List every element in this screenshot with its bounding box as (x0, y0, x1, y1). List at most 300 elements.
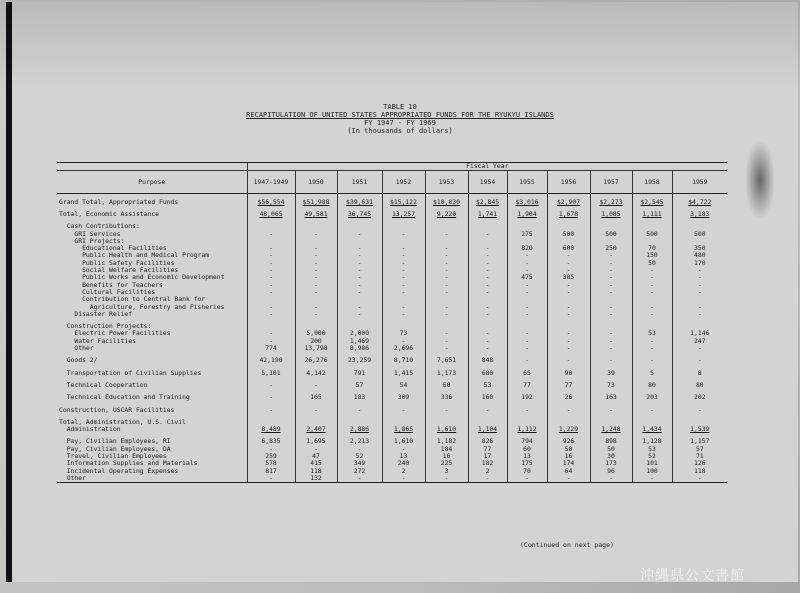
value-cell (507, 223, 547, 230)
value-cell: - (425, 267, 468, 274)
purpose-spacer (57, 163, 247, 171)
value-cell: 1,229 (547, 426, 590, 433)
value-cell: - (425, 338, 468, 345)
value-cell: - (507, 282, 547, 289)
value-cell: - (507, 311, 547, 318)
value-cell (547, 238, 590, 245)
value-cell: - (247, 407, 295, 414)
value-cell: - (247, 446, 295, 453)
value-cell: - (632, 475, 672, 483)
value-cell: 1,104 (468, 426, 507, 433)
value-cell: - (247, 304, 295, 311)
value-cell: 13,798 (295, 345, 337, 352)
value-cell (382, 323, 425, 330)
value-cell: - (468, 330, 507, 337)
table-row (57, 407, 727, 414)
row-label: GRI Services (59, 230, 121, 238)
row-label: Social Welfare Facilities (59, 267, 179, 275)
value-cell: - (247, 260, 295, 267)
value-cell: - (590, 274, 632, 281)
year-header: 1951 (337, 171, 382, 194)
table-row (57, 304, 727, 311)
row-label: Public Health and Medical Program (59, 252, 210, 260)
table-row (57, 238, 727, 245)
value-cell: 30 (590, 453, 632, 460)
year-header: 1953 (425, 171, 468, 194)
data-table (57, 162, 727, 483)
value-cell: 47 (295, 453, 337, 460)
value-cell: 26,276 (295, 357, 337, 364)
row-label: Administration (59, 426, 121, 434)
value-cell: 1,248 (590, 426, 632, 433)
value-cell (632, 419, 672, 426)
value-cell: 60 (507, 446, 547, 453)
value-cell: 3 (425, 468, 468, 475)
row-label: Benefits for Teachers (59, 281, 163, 289)
value-cell: 13,257 (382, 206, 425, 218)
value-cell: 203 (632, 394, 672, 401)
value-cell: - (547, 289, 590, 296)
row-label: Construction Projects: (59, 323, 152, 331)
value-cell: 202 (672, 394, 727, 401)
value-cell: - (507, 252, 547, 259)
value-cell (337, 323, 382, 330)
value-cell: 475 (507, 274, 547, 281)
fiscal-year-header: Fiscal Year (247, 163, 727, 171)
value-cell: - (672, 475, 727, 483)
value-cell: - (672, 357, 727, 364)
value-cell: - (547, 267, 590, 274)
value-cell: 794 (507, 438, 547, 445)
table-row (57, 382, 727, 389)
value-cell: - (425, 407, 468, 414)
value-cell: - (425, 252, 468, 259)
purpose-header: Purpose (57, 171, 247, 194)
row-label: Incidental Operating Expenses (59, 467, 179, 475)
table-row (57, 323, 727, 330)
value-cell: - (672, 407, 727, 414)
value-cell: 71 (672, 453, 727, 460)
value-cell: - (547, 304, 590, 311)
value-cell: - (672, 311, 727, 318)
value-cell: - (547, 330, 590, 337)
value-cell: 6,835 (247, 438, 295, 445)
value-cell: 350 (672, 245, 727, 252)
value-cell: 1,610 (382, 438, 425, 445)
row-label: Construction, USCAR Facilities (59, 406, 175, 414)
value-cell: 480 (672, 252, 727, 259)
value-cell (632, 323, 672, 330)
value-cell: 1,111 (632, 206, 672, 218)
value-cell: - (247, 311, 295, 318)
value-cell: - (382, 338, 425, 345)
value-cell: 1,146 (672, 330, 727, 337)
value-cell: 80 (632, 382, 672, 389)
value-cell: 173 (590, 460, 632, 467)
value-cell: 500 (672, 231, 727, 238)
value-cell: 5,101 (247, 370, 295, 377)
value-cell: 53 (632, 330, 672, 337)
value-cell (337, 419, 382, 426)
value-cell: - (632, 282, 672, 289)
year-header: 1947-1949 (247, 171, 295, 194)
value-cell: - (547, 475, 590, 483)
value-cell (547, 419, 590, 426)
value-cell: - (382, 475, 425, 483)
value-cell: - (382, 267, 425, 274)
value-cell (425, 419, 468, 426)
value-cell: 184 (425, 446, 468, 453)
value-cell: 96 (590, 468, 632, 475)
table-row (57, 370, 727, 377)
ink-blot (745, 140, 775, 220)
value-cell: 5 (632, 370, 672, 377)
value-cell: 53 (468, 382, 507, 389)
value-cell: - (382, 407, 425, 414)
value-cell: 8 (672, 370, 727, 377)
value-cell: - (468, 260, 507, 267)
value-cell: $3,016 (507, 194, 547, 207)
value-cell (425, 323, 468, 330)
value-cell: 500 (590, 231, 632, 238)
value-cell: - (468, 338, 507, 345)
value-cell: - (590, 330, 632, 337)
value-cell: $2,907 (547, 194, 590, 207)
value-cell: - (632, 267, 672, 274)
value-cell: 275 (507, 231, 547, 238)
value-cell: 1,415 (382, 370, 425, 377)
value-cell: - (247, 245, 295, 252)
table-row (57, 394, 727, 401)
value-cell: - (337, 245, 382, 252)
value-cell: - (590, 357, 632, 364)
value-cell: 600 (547, 245, 590, 252)
value-cell (382, 419, 425, 426)
value-cell: - (382, 274, 425, 281)
value-cell (295, 296, 337, 303)
value-cell: 163 (590, 394, 632, 401)
table-row (57, 194, 727, 207)
value-cell: 77 (507, 382, 547, 389)
value-cell: $56,554 (247, 194, 295, 207)
value-cell: 817 (247, 468, 295, 475)
value-cell: 415 (295, 460, 337, 467)
value-cell: - (507, 260, 547, 267)
value-cell: 16 (547, 453, 590, 460)
value-cell: 36,745 (337, 206, 382, 218)
value-cell: - (632, 345, 672, 352)
value-cell (425, 223, 468, 230)
value-cell: 192 (507, 394, 547, 401)
value-cell: - (468, 475, 507, 483)
table-row (57, 274, 727, 281)
table-row (57, 296, 727, 303)
fiscal-range: FY 1947 - FY 1969 (364, 119, 436, 127)
archive-stamp: 沖縄県公文書館 (640, 568, 745, 584)
value-cell: - (382, 252, 425, 259)
value-cell (672, 223, 727, 230)
table-row (57, 311, 727, 318)
value-cell: 8,710 (382, 357, 425, 364)
value-cell (632, 223, 672, 230)
value-cell: 65 (507, 370, 547, 377)
row-label: Pay, Civilian Employees, DA (59, 445, 171, 453)
value-cell: 13 (507, 453, 547, 460)
year-header: 1956 (547, 171, 590, 194)
value-cell: 183 (337, 394, 382, 401)
value-cell: 791 (337, 370, 382, 377)
table-title: RECAPITULATION OF UNITED STATES APPROPRIATED FUNDS FOR THE RYUKYU ISLANDS (246, 111, 554, 119)
value-cell: - (632, 274, 672, 281)
value-cell: - (632, 304, 672, 311)
value-cell: 336 (425, 394, 468, 401)
value-cell (247, 223, 295, 230)
row-label: Technical Cooperation (59, 381, 148, 389)
value-cell: - (507, 304, 547, 311)
table-number: TABLE 10 (383, 103, 417, 111)
value-cell: 1,610 (425, 426, 468, 433)
value-cell: - (247, 338, 295, 345)
table-row (57, 446, 727, 453)
value-cell: 49,581 (295, 206, 337, 218)
value-cell: 50 (547, 446, 590, 453)
value-cell: 16 (425, 453, 468, 460)
value-cell: - (507, 338, 547, 345)
value-cell (507, 238, 547, 245)
value-cell: - (295, 446, 337, 453)
row-label: Educational Facilities (59, 245, 167, 253)
value-cell: 1,128 (632, 438, 672, 445)
value-cell (590, 296, 632, 303)
value-cell: 150 (632, 252, 672, 259)
value-cell: 200 (295, 338, 337, 345)
row-label: Total, Administration, U.S. Civil (59, 418, 186, 426)
value-cell: 57 (337, 382, 382, 389)
value-cell: - (632, 289, 672, 296)
value-cell: - (468, 304, 507, 311)
value-cell (247, 238, 295, 245)
value-cell: - (590, 338, 632, 345)
value-cell: - (468, 231, 507, 238)
value-cell: - (295, 252, 337, 259)
value-cell: 1,157 (672, 438, 727, 445)
units-note: (In thousands of dollars) (347, 127, 453, 135)
value-cell: - (507, 475, 547, 483)
value-cell: 240 (382, 460, 425, 467)
table-row (57, 260, 727, 267)
table-row (57, 206, 727, 218)
value-cell: 225 (425, 460, 468, 467)
value-cell: 1,434 (632, 426, 672, 433)
value-cell: - (337, 304, 382, 311)
shadow (0, 0, 800, 90)
value-cell: - (590, 267, 632, 274)
table-row (57, 231, 727, 238)
value-cell: 926 (547, 438, 590, 445)
value-cell: - (295, 274, 337, 281)
value-cell: - (468, 407, 507, 414)
value-cell: - (547, 407, 590, 414)
value-cell: - (590, 345, 632, 352)
value-cell: - (247, 267, 295, 274)
value-cell: - (468, 274, 507, 281)
value-cell: - (672, 289, 727, 296)
value-cell: - (425, 330, 468, 337)
value-cell: - (337, 475, 382, 483)
value-cell (590, 419, 632, 426)
value-cell: - (547, 252, 590, 259)
value-cell: - (247, 330, 295, 337)
value-cell: - (547, 345, 590, 352)
value-cell: 50 (632, 260, 672, 267)
value-cell: - (382, 311, 425, 318)
value-cell: 1,865 (382, 426, 425, 433)
value-cell (547, 296, 590, 303)
value-cell: 8,489 (247, 426, 295, 433)
value-cell: - (507, 357, 547, 364)
value-cell: - (468, 345, 507, 352)
value-cell: - (337, 267, 382, 274)
value-cell: - (337, 282, 382, 289)
value-cell: - (247, 382, 295, 389)
value-cell: - (468, 289, 507, 296)
table-row (57, 453, 727, 460)
value-cell: 80 (672, 382, 727, 389)
value-cell: 1,678 (547, 206, 590, 218)
value-cell (672, 238, 727, 245)
value-cell: - (672, 267, 727, 274)
value-cell: - (295, 382, 337, 389)
value-cell: - (382, 231, 425, 238)
value-cell: - (337, 231, 382, 238)
value-cell: 57 (672, 446, 727, 453)
row-label: Cultural Facilities (59, 288, 156, 296)
value-cell: - (632, 357, 672, 364)
value-cell: 774 (247, 345, 295, 352)
value-cell: - (468, 252, 507, 259)
value-cell (295, 323, 337, 330)
value-cell: 1,904 (507, 206, 547, 218)
value-cell: - (247, 274, 295, 281)
value-cell: - (382, 260, 425, 267)
value-cell: $10,830 (425, 194, 468, 207)
value-cell: - (295, 267, 337, 274)
value-cell (382, 223, 425, 230)
value-cell: - (507, 330, 547, 337)
value-cell: 170 (672, 260, 727, 267)
value-cell: 174 (547, 460, 590, 467)
value-cell: 73 (590, 382, 632, 389)
value-cell: 70 (632, 245, 672, 252)
value-cell: 680 (468, 370, 507, 377)
value-cell: - (247, 252, 295, 259)
table-row (57, 419, 727, 426)
value-cell: 2,000 (337, 330, 382, 337)
value-cell: - (247, 231, 295, 238)
year-header: 1959 (672, 171, 727, 194)
year-header: 1955 (507, 171, 547, 194)
continued-note: (Continued on next page) (520, 541, 614, 549)
value-cell: 1,182 (425, 438, 468, 445)
value-cell (590, 223, 632, 230)
value-cell: - (547, 357, 590, 364)
value-cell: - (590, 304, 632, 311)
table-row (57, 475, 727, 483)
value-cell: - (425, 289, 468, 296)
value-cell: - (425, 345, 468, 352)
value-cell (337, 223, 382, 230)
value-cell (632, 296, 672, 303)
value-cell: 250 (590, 245, 632, 252)
value-cell: - (425, 282, 468, 289)
row-label: Electric Power Facilities (59, 330, 171, 338)
value-cell: 2 (468, 468, 507, 475)
value-cell (672, 296, 727, 303)
value-cell: - (295, 289, 337, 296)
table-row (57, 252, 727, 259)
value-cell: 826 (468, 438, 507, 445)
value-cell: - (425, 274, 468, 281)
row-label: Other (57, 475, 247, 483)
value-cell: - (295, 260, 337, 267)
value-cell: - (337, 446, 382, 453)
value-cell: - (590, 311, 632, 318)
value-cell: - (507, 345, 547, 352)
value-cell: 165 (295, 394, 337, 401)
value-cell: - (337, 260, 382, 267)
value-cell: $15,122 (382, 194, 425, 207)
table-row (57, 338, 727, 345)
value-cell: 118 (672, 468, 727, 475)
value-cell: - (507, 407, 547, 414)
value-cell: - (337, 274, 382, 281)
year-header: 1950 (295, 171, 337, 194)
value-cell: - (468, 267, 507, 274)
value-cell: 101 (632, 460, 672, 467)
row-label: GRI Projects: (59, 237, 125, 245)
table-row (57, 438, 727, 445)
table-row (57, 282, 727, 289)
value-cell (507, 296, 547, 303)
value-cell: 182 (468, 460, 507, 467)
value-cell: - (547, 260, 590, 267)
value-cell (590, 238, 632, 245)
value-cell: - (590, 282, 632, 289)
table-row (57, 345, 727, 352)
value-cell: 77 (547, 382, 590, 389)
value-cell: 1,539 (672, 426, 727, 433)
value-cell: 64 (547, 468, 590, 475)
value-cell: 126 (672, 460, 727, 467)
row-label: Transportation of Civilian Supplies (59, 369, 202, 377)
value-cell (507, 419, 547, 426)
value-cell: 1,695 (295, 438, 337, 445)
value-cell: 259 (247, 453, 295, 460)
value-cell (337, 238, 382, 245)
value-cell: - (295, 311, 337, 318)
table-row (57, 330, 727, 337)
value-cell: 1,741 (468, 206, 507, 218)
value-cell: - (425, 311, 468, 318)
value-cell: 160 (468, 394, 507, 401)
value-cell: - (632, 407, 672, 414)
value-cell: 17 (468, 453, 507, 460)
value-cell (468, 238, 507, 245)
value-cell: - (507, 267, 547, 274)
value-cell: 9,220 (425, 206, 468, 218)
value-cell (295, 223, 337, 230)
value-cell: - (295, 231, 337, 238)
